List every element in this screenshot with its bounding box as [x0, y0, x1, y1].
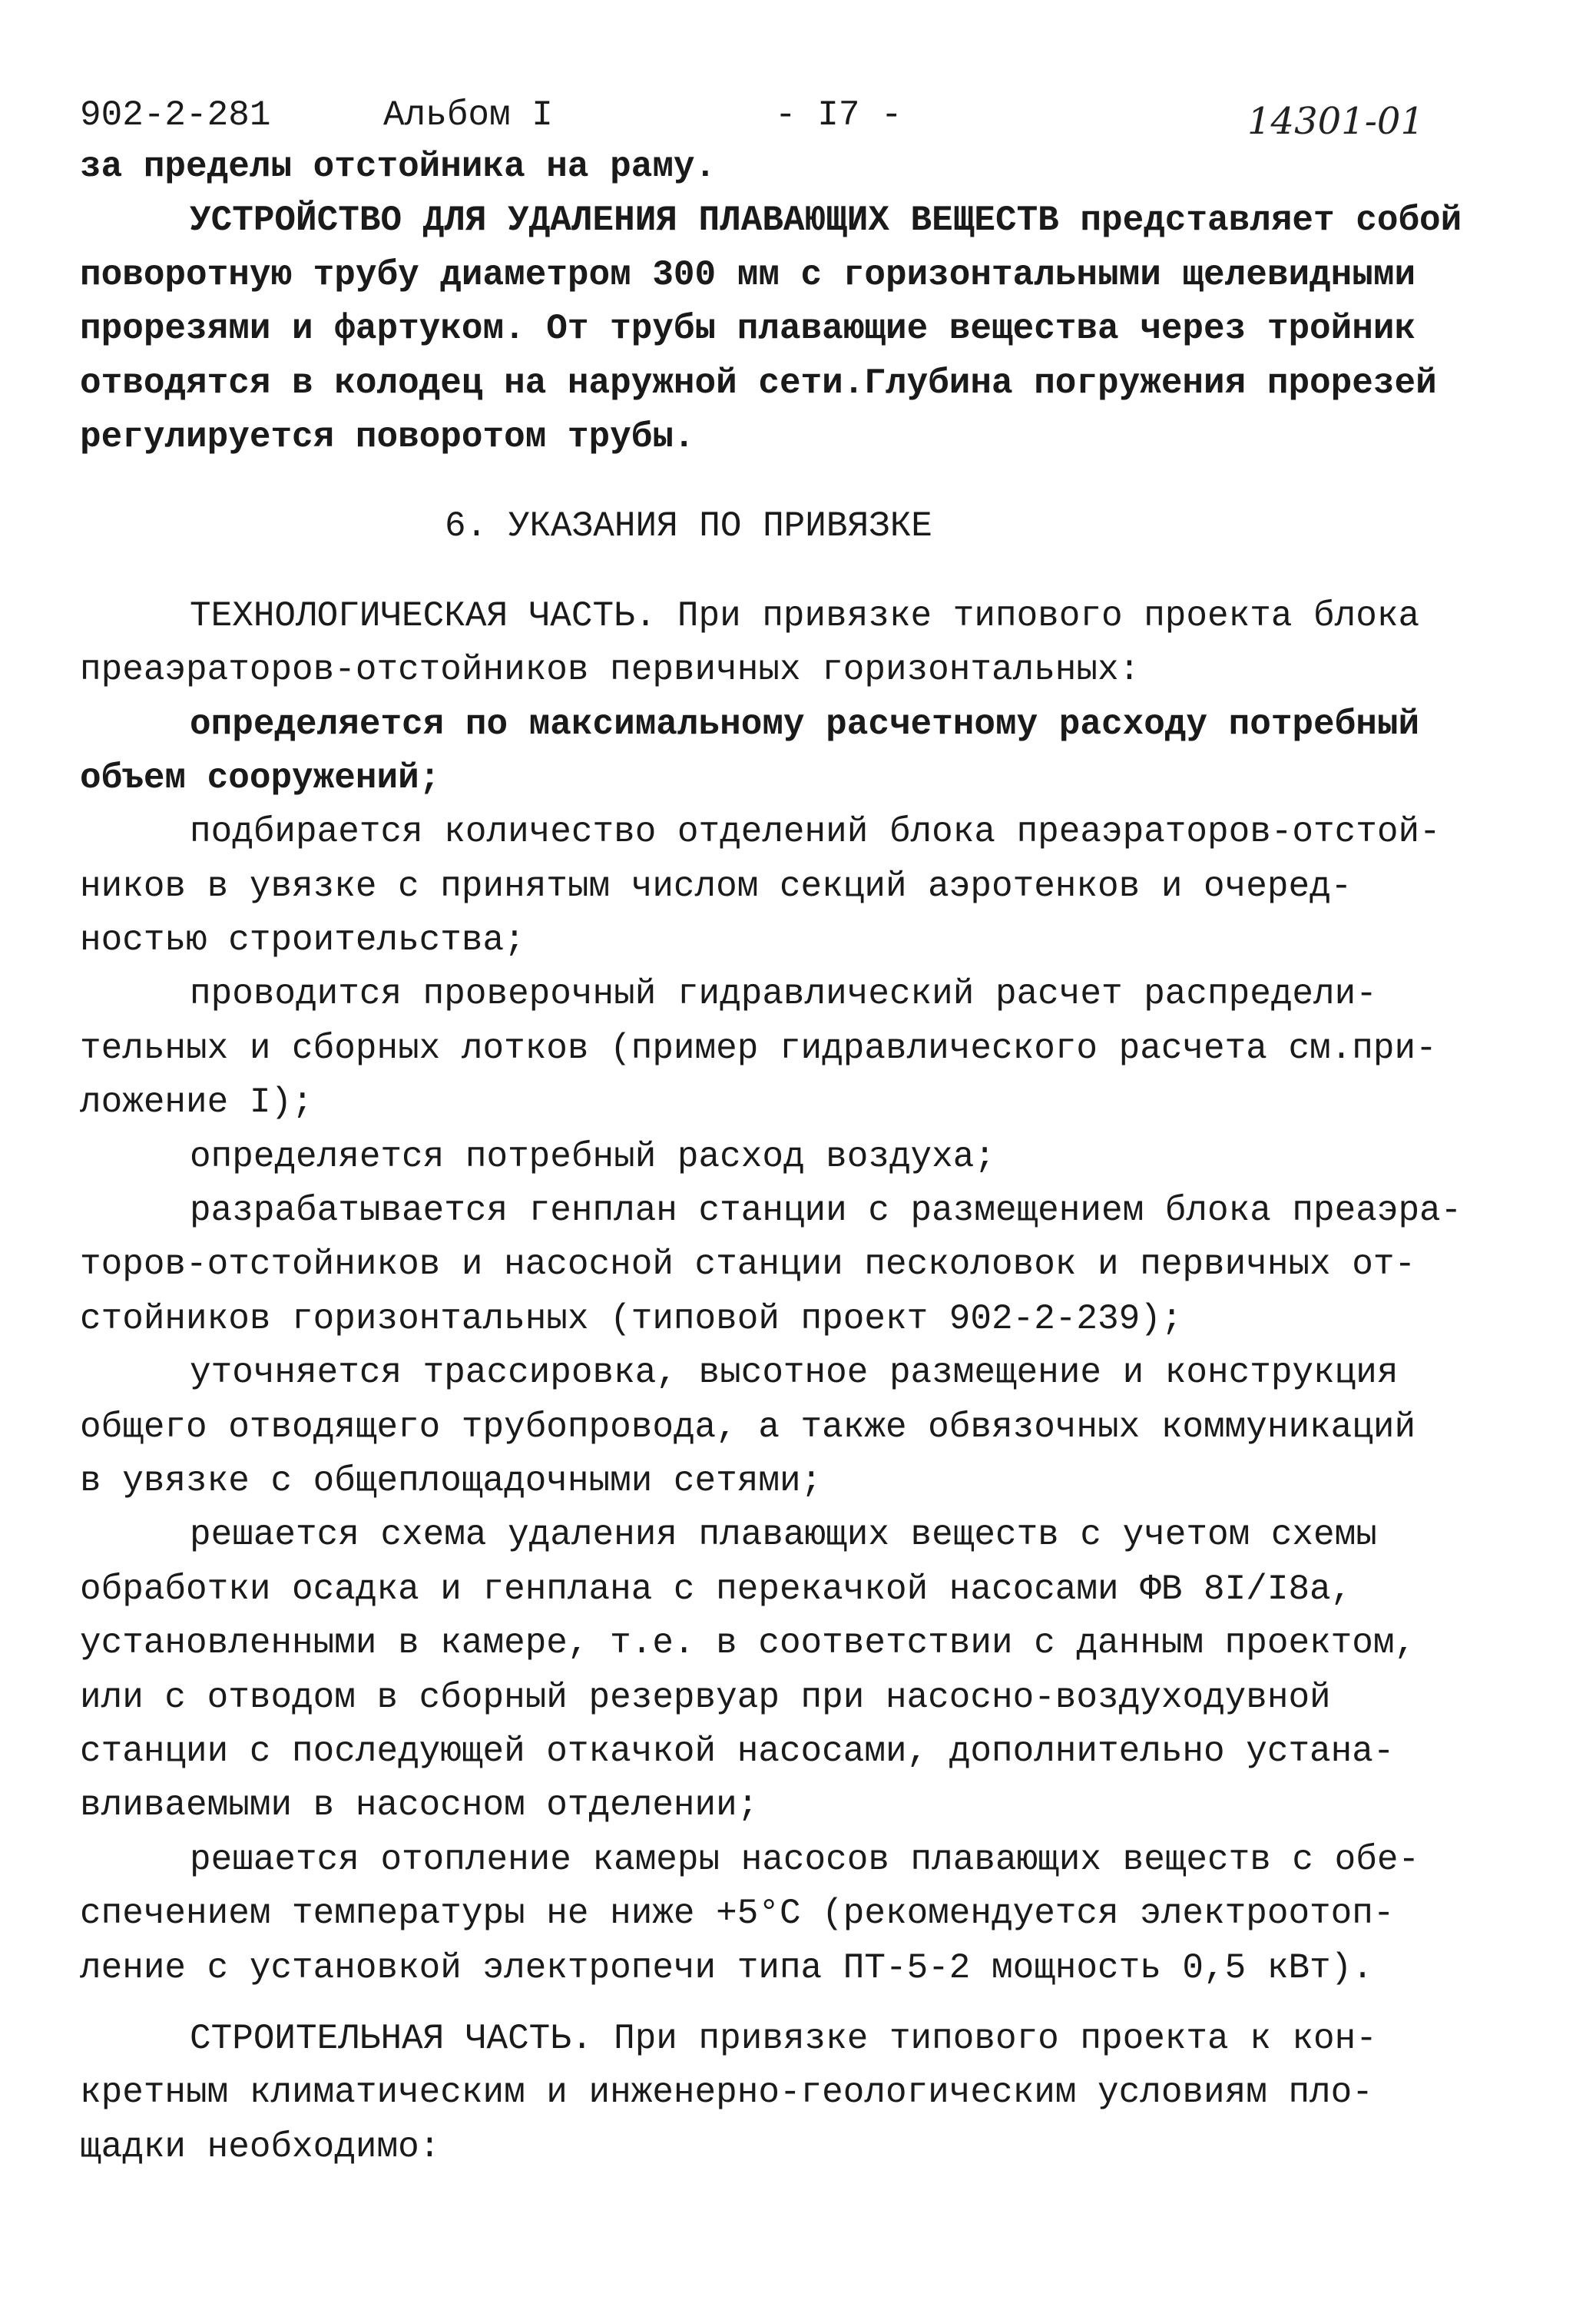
text-line: преаэраторов-отстойников первичных горизонтальных:: [80, 650, 1141, 691]
text-line: регулируется поворотом трубы.: [80, 416, 695, 457]
text-line: отводятся в колодец на наружной сети.Глубина погружения прорезей: [80, 363, 1437, 403]
paragraph-start: УСТРОЙСТВО ДЛЯ УДАЛЕНИЯ ПЛАВАЮЩИХ ВЕЩЕСТВ представляет собой: [190, 200, 1462, 241]
list-item: определяется потребный расход воздуха;: [190, 1136, 995, 1177]
text-line: в увязке с общеплощадочными сетями;: [80, 1460, 823, 1501]
list-item: уточняется трассировка, высотное размещение и конструкция: [190, 1353, 1399, 1393]
handwritten-inventory-number: 14301-01: [1247, 100, 1424, 143]
text-line: обработки осадка и генплана с перекачкой насосами ФВ 8I/I8а,: [80, 1569, 1353, 1609]
text-line: стойников горизонтальных (типовой проект 902-2-239);: [80, 1298, 1183, 1339]
paragraph-start: ТЕХНОЛОГИЧЕСКАЯ ЧАСТЬ. При привязке типового проекта блока: [190, 595, 1420, 636]
text-line: за пределы отстойника на раму.: [80, 147, 717, 187]
document-page: [80, 91, 1539, 2174]
list-item: проводится проверочный гидравлический расчет распредели-: [190, 974, 1377, 1015]
list-item: решается отопление камеры насосов плавающих веществ с обе-: [190, 1839, 1420, 1880]
list-item: решается схема удаления плавающих веществ с учетом схемы: [190, 1515, 1377, 1556]
text-line: вливаемыми в насосном отделении;: [80, 1785, 759, 1826]
text-line: ностью строительства;: [80, 920, 525, 961]
document-code: 902-2-281: [80, 95, 271, 135]
text-line: станции с последующей откачкой насосами, дополнительно устана-: [80, 1731, 1395, 1771]
text-line: общего отводящего трубопровода, а также обвязочных коммуникаций: [80, 1407, 1416, 1447]
text-line: ложение I);: [80, 1082, 313, 1123]
text-line: или с отводом в сборный резервуар при насосно-воздуходувной: [80, 1677, 1331, 1718]
list-item: определяется по максимальному расчетному расходу потребный: [190, 704, 1420, 744]
album-label: Альбом I: [383, 95, 553, 135]
text-line: спечением температуры не ниже +5°С (рекомендуется электроотоп-: [80, 1894, 1395, 1934]
text-line: поворотную трубу диаметром 300 мм с горизонтальными щелевидными: [80, 254, 1416, 295]
text-line: щадки необходимо:: [80, 2126, 441, 2167]
text-line: торов-отстойников и насосной станции песколовок и первичных от-: [80, 1244, 1416, 1285]
text-line: установленными в камере, т.е. в соответствии с данным проектом,: [80, 1623, 1416, 1664]
text-line: объем сооружений;: [80, 757, 441, 798]
section-heading: 6. УКАЗАНИЯ ПО ПРИВЯЗКЕ: [445, 506, 932, 547]
text-line: прорезями и фартуком. От трубы плавающие вещества через тройник: [80, 309, 1416, 350]
page-header: [80, 91, 1539, 143]
text-line: кретным климатическим и инженерно-геологическим условиям пло-: [80, 2073, 1373, 2113]
text-line: ление с установкой электропечи типа ПТ-5-2 мощность 0,5 кВт).: [80, 1947, 1373, 1988]
page-number: - I7 -: [775, 95, 902, 135]
text-line: тельных и сборных лотков (пример гидравлического расчета см.при-: [80, 1028, 1437, 1069]
list-item: подбирается количество отделений блока преаэраторов-отстой-: [190, 812, 1441, 853]
list-item: разрабатывается генплан станции с размещением блока преаэра-: [190, 1191, 1462, 1231]
text-line: ников в увязке с принятым числом секций аэротенков и очеред-: [80, 866, 1353, 906]
paragraph-start: СТРОИТЕЛЬНАЯ ЧАСТЬ. При привязке типового проекта к кон-: [190, 2018, 1377, 2059]
